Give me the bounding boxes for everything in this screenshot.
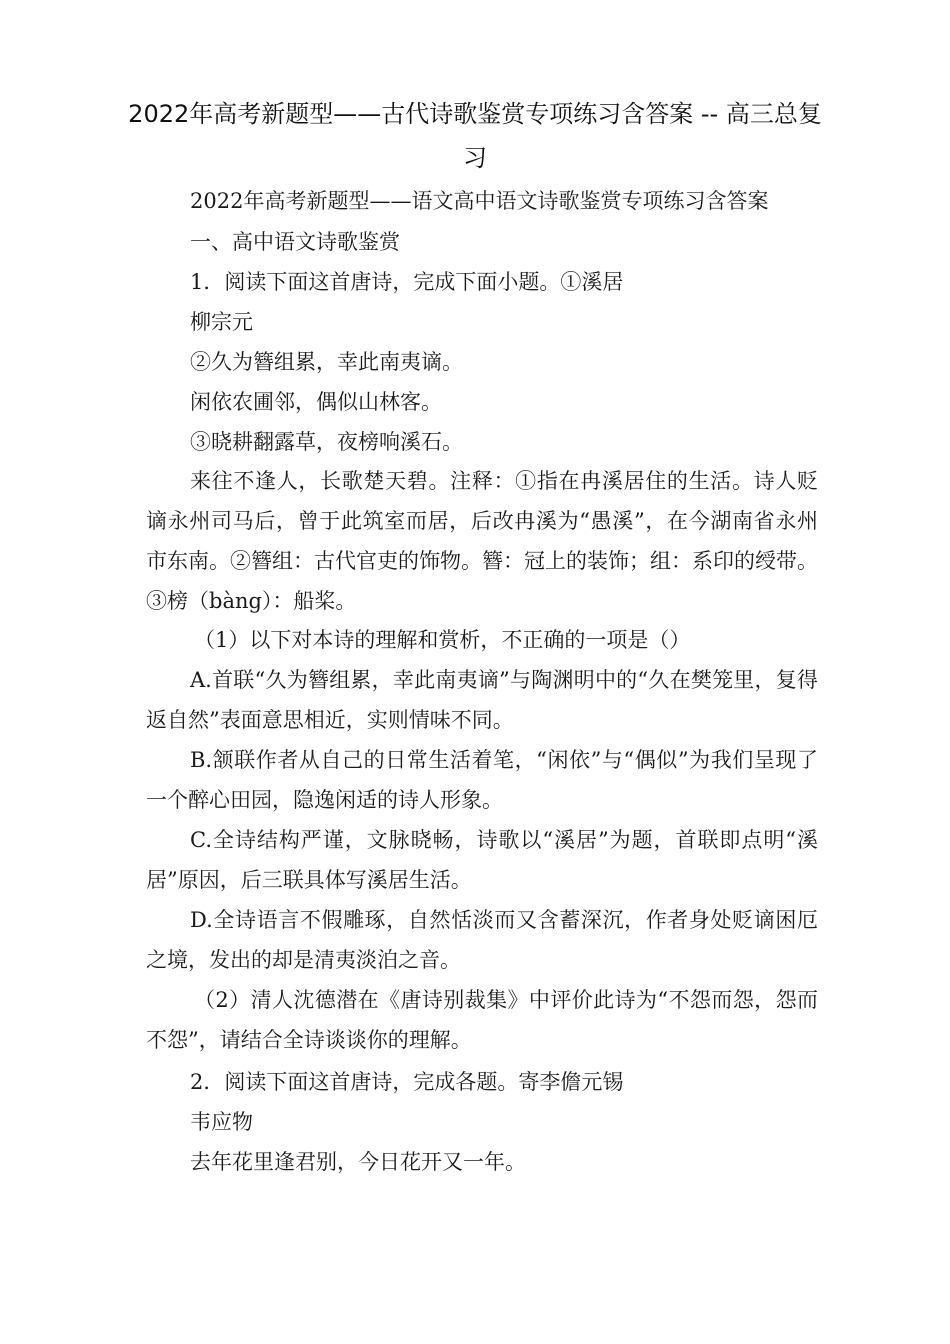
- question-1-option-a: A.首联“久为簪组累，幸此南夷谪”与陶渊明中的“久在樊笼里，复得返自然”表面意思相近，实则情味不同。: [146, 668, 818, 732]
- poem-1-line-3: ③晓耕翻露草，夜榜响溪石。: [190, 430, 463, 454]
- document-title: 2022年高考新题型——古代诗歌鉴赏专项练习含答案 -- 高三总复习: [128, 100, 822, 172]
- poem-2-line-1: 去年花里逢君别，今日花开又一年。: [190, 1150, 526, 1174]
- poem-2-author: 韦应物: [190, 1110, 253, 1134]
- question-1-option-d: D.全诗语言不假雕琢，自然恬淡而又含蓄深沉，作者身处贬谪困厄之境，发出的却是清夷淡泊之音。: [146, 908, 818, 972]
- document-subtitle: 2022年高考新题型——语文高中语文诗歌鉴赏专项练习含答案: [190, 189, 769, 213]
- poem-1-line-1: ②久为簪组累，幸此南夷谪。: [190, 350, 463, 374]
- question-2-intro: 2．阅读下面这首唐诗，完成各题。寄李儋元锡: [190, 1070, 624, 1094]
- poem-1-author: 柳宗元: [190, 310, 253, 334]
- question-1-option-c: C.全诗结构严谨，文脉晓畅，诗歌以“溪居”为题，首联即点明“溪居”原因，后三联具体写溪居生活。: [146, 828, 818, 892]
- poem-1-line-2: 闲依农圃邻，偶似山林客。: [190, 390, 442, 414]
- section-heading: 一、高中语文诗歌鉴赏: [190, 230, 400, 254]
- question-1-sub-2: （2）清人沈德潜在《唐诗别裁集》中评价此诗为“不怨而怨，怨而不怨”，请结合全诗谈谈你的理解。: [146, 988, 818, 1052]
- question-1-sub-1: （1）以下对本诗的理解和赏析，不正确的一项是（）: [194, 628, 691, 652]
- question-1-option-b: B.颔联作者从自己的日常生活着笔，“闲依”与“偶似”为我们呈现了一个醉心田园，隐逸闲适的诗人形象。: [146, 748, 818, 812]
- poem-1-line-4-and-notes: 来往不逢人，长歌楚天碧。注释：①指在冉溪居住的生活。诗人贬谪永州司马后，曾于此筑室而居，后改冉溪为“愚溪”，在今湖南省永州市东南。②簪组：古代官吏的饰物。簪：冠上的装饰；组：系印的绶带。③榜（bàng）：船桨。: [146, 469, 818, 613]
- question-1-intro: 1．阅读下面这首唐诗，完成下面小题。①溪居: [190, 270, 624, 294]
